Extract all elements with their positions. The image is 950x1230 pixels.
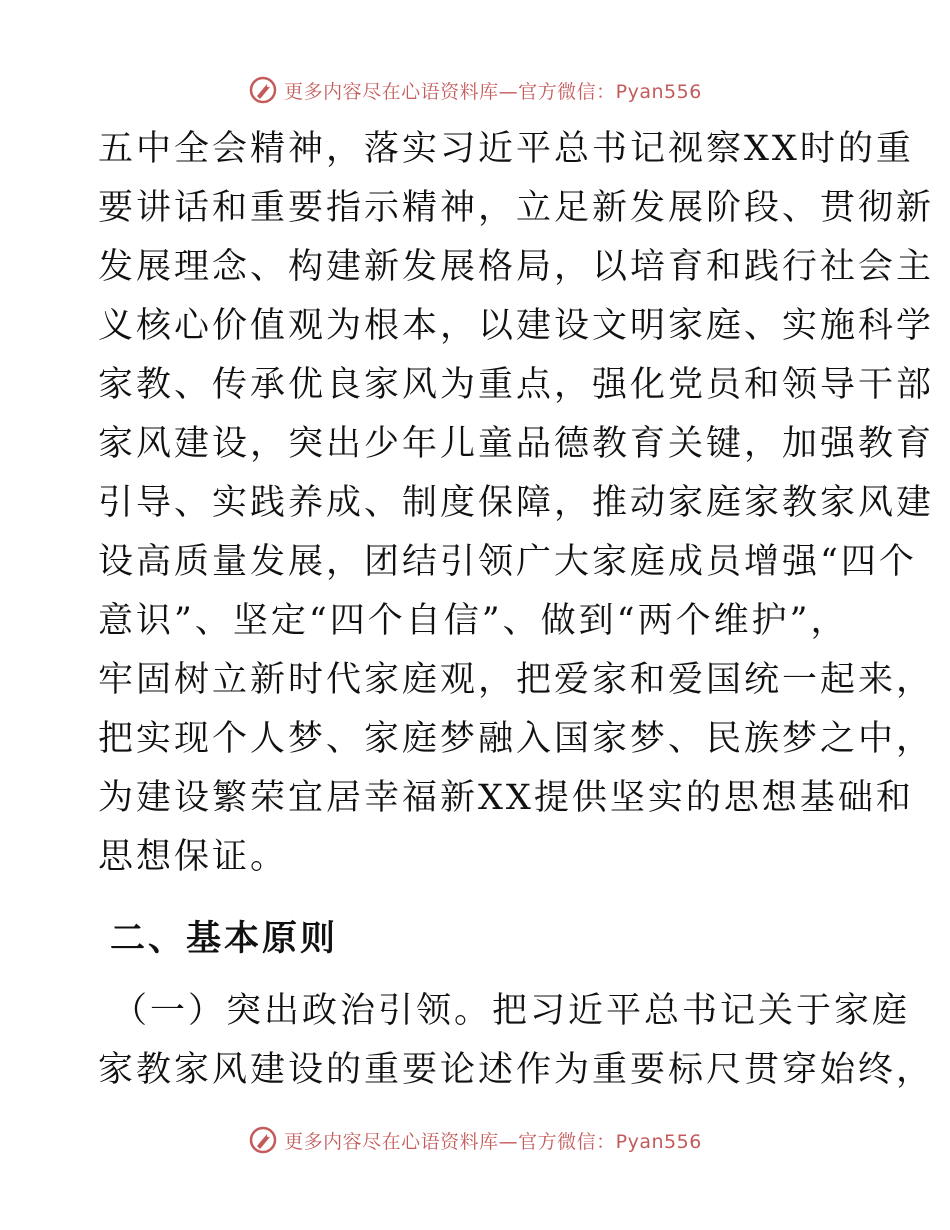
text-line: 发展理念、构建新发展格局，以培育和践行社会主 (98, 247, 935, 287)
header-watermark (0, 70, 950, 110)
pen-nib-circle-icon (248, 75, 278, 105)
text-line: 家教家风建设的重要论述作为重要标尺贯穿始终， (98, 1050, 935, 1090)
text-line: 把实现个人梦、家庭梦融入国家梦、民族梦之中， (98, 719, 935, 759)
text-line: 设高质量发展，团结引领广大家庭成员增强“四个 (98, 542, 917, 582)
footer-watermark (0, 1120, 950, 1160)
text-line: 义核心价值观为根本，以建设文明家庭、实施科学 (98, 306, 935, 346)
watermark-text: 更多内容尽在心语资料库—官方微信：Pyan556 (284, 1130, 702, 1153)
text-line: 思想保证。 (98, 837, 289, 877)
text-line: 家风建设，突出少年儿童品德教育关键，加强教育 (98, 424, 935, 464)
text-line: 家教、传承优良家风为重点，强化党员和领导干部 (98, 365, 935, 405)
text-line: （一）突出政治引领。把习近平总书记关于家庭 (112, 991, 911, 1031)
text-line: 意识”、坚定“四个自信”、做到“两个维护”， (98, 601, 849, 641)
text-line: 引导、实践养成、制度保障，推动家庭家教家风建 (98, 483, 935, 523)
watermark-text: 更多内容尽在心语资料库—官方微信：Pyan556 (284, 80, 702, 103)
text-line: 五中全会精神，落实习近平总书记视察XX时的重 (98, 129, 914, 169)
document-body (98, 120, 935, 1100)
text-line: 牢固树立新时代家庭观，把爱家和爱国统一起来， (98, 660, 935, 700)
paragraph-2 (98, 982, 935, 1100)
text-line: 要讲话和重要指示精神，立足新发展阶段、贯彻新 (98, 188, 935, 228)
text-line: 为建设繁荣宜居幸福新XX提供坚实的思想基础和 (98, 778, 914, 818)
paragraph-1 (98, 120, 935, 887)
section-heading: 二、基本原则 (110, 918, 339, 959)
pen-nib-circle-icon (248, 1125, 278, 1155)
